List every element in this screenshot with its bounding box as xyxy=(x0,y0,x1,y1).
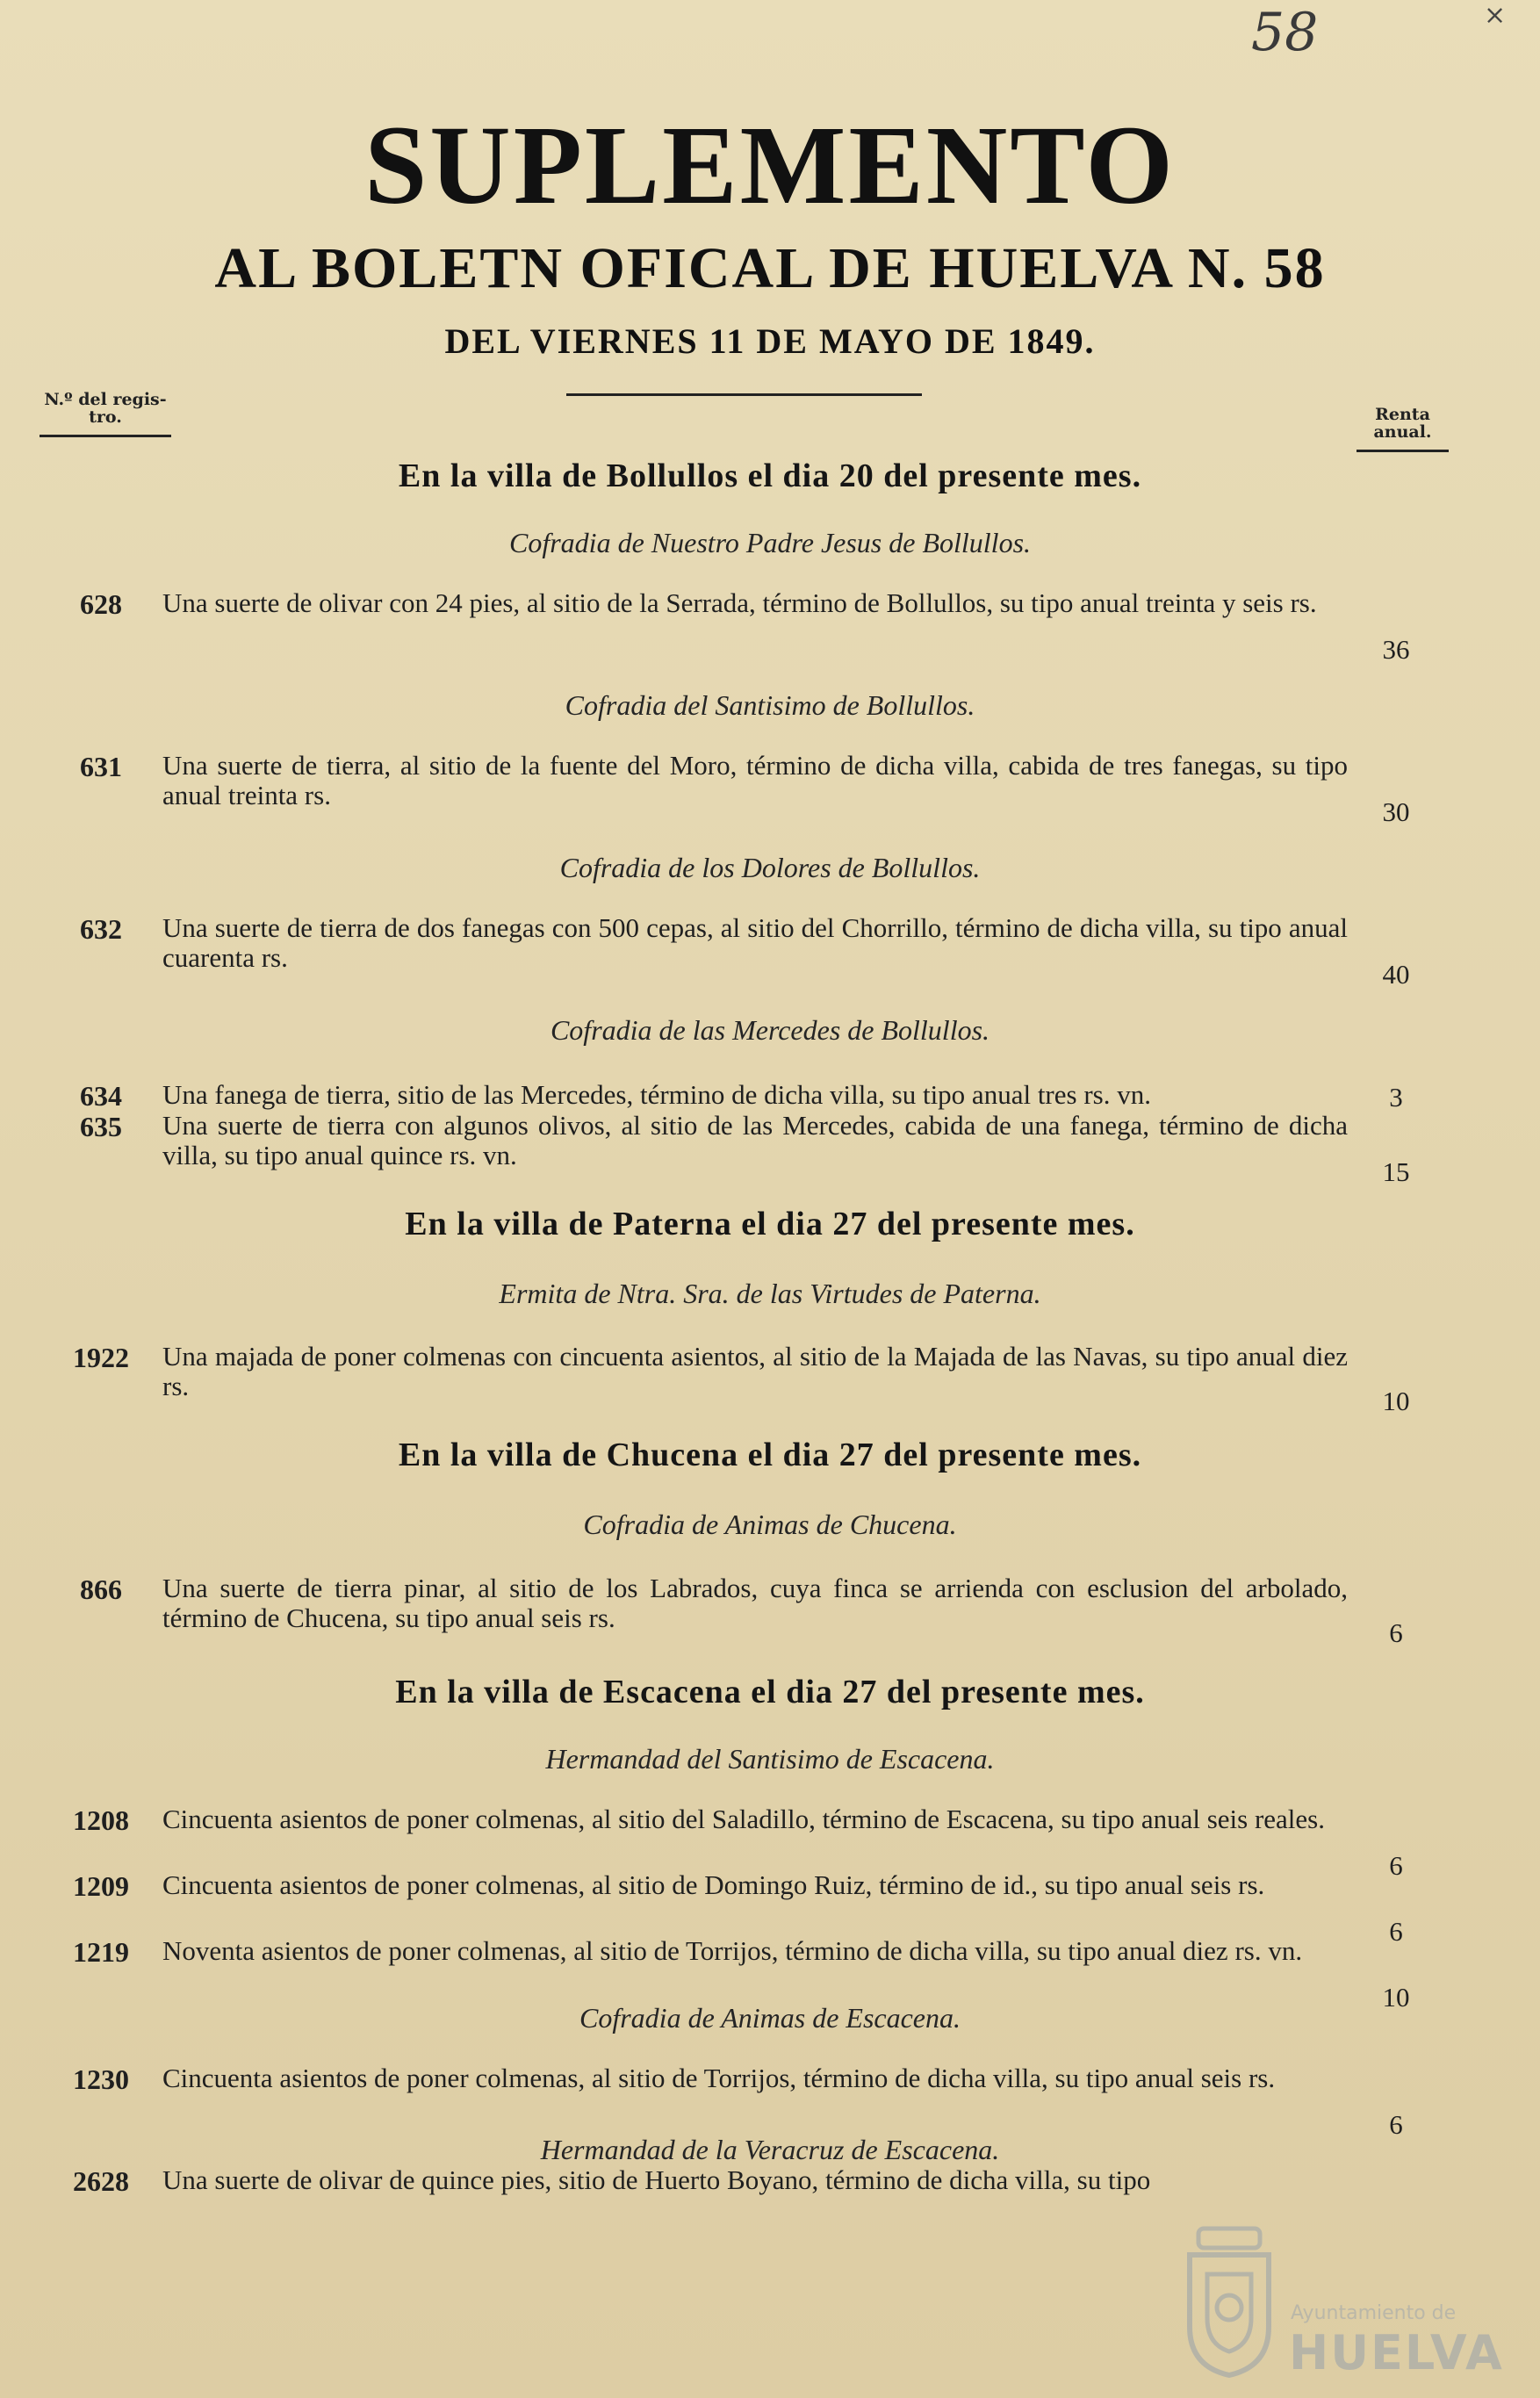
entry-text: Una suerte de tierra con algunos olivos, al sitio de las Mercedes, cabida de una fanega, término de dicha villa, su tipo anual quince rs. vn. xyxy=(162,1110,1348,1170)
subsection-heading: Ermita de Ntra. Sra. de las Virtudes de Paterna. xyxy=(499,1278,1041,1309)
entry-rent: 6 xyxy=(1389,1850,1403,1881)
entry-text: Una fanega de tierra, sitio de las Mercedes, término de dicha villa, su tipo anual tres rs. vn. xyxy=(162,1079,1151,1110)
watermark-line2: HUELVA xyxy=(1289,2325,1504,2380)
entry-number: 1230 xyxy=(73,2063,129,2095)
entry-rent: 10 xyxy=(1382,1386,1410,1416)
subsection-heading: Cofradia de Animas de Chucena. xyxy=(583,1509,957,1540)
entry-number: 635 xyxy=(80,1111,122,1142)
corner-mark: × xyxy=(1484,0,1507,31)
document-title: SUPLEMENTO xyxy=(364,103,1176,227)
entry-number: 628 xyxy=(80,588,122,620)
entry-rent: 6 xyxy=(1389,1617,1403,1648)
entry-rent: 10 xyxy=(1382,1982,1410,2013)
entry-text: Una majada de poner colmenas con cincuenta asientos, al sitio de la Majada de las Navas, su tipo anual diez rs. xyxy=(162,1341,1348,1401)
section-heading-chucena: En la villa de Chucena el dia 27 del presente mes. xyxy=(398,1437,1142,1473)
document-subtitle: AL BOLETN OFICAL DE HUELVA N. 58 xyxy=(214,236,1326,300)
entry-rent: 15 xyxy=(1382,1156,1410,1187)
entry-text: Una suerte de tierra de dos fanegas con 500 cepas, al sitio del Chorrillo, término de dicha villa, su tipo anual cuarenta rs. xyxy=(162,912,1348,973)
entry-number: 632 xyxy=(80,913,122,945)
section-heading-escacena: En la villa de Escacena el dia 27 del presente mes. xyxy=(395,1674,1145,1710)
column-header-rent-line2: anual. xyxy=(1373,422,1432,442)
entry-number: 1219 xyxy=(73,1936,129,1968)
column-header-annual-rent xyxy=(1356,406,1449,452)
entry-text: Cincuenta asientos de poner colmenas, al sitio de Torrijos, término de dicha villa, su tipo anual seis rs. xyxy=(162,2063,1276,2093)
subsection-heading: Cofradia de Nuestro Padre Jesus de Bollullos. xyxy=(508,527,1032,558)
entry-text: Una suerte de olivar de quince pies, sitio de Huerto Boyano, término de dicha villa, su tipo xyxy=(162,2164,1151,2195)
subsection-heading: Cofradia de los Dolores de Bollullos. xyxy=(559,852,981,883)
entry-number: 866 xyxy=(80,1573,122,1605)
section-heading-bollullos: En la villa de Bollullos el dia 20 del presente mes. xyxy=(398,457,1142,494)
entry-rent: 40 xyxy=(1382,959,1410,990)
document-dateline: DEL VIERNES 11 DE MAYO DE 1849. xyxy=(444,321,1096,361)
column-header-registry-number xyxy=(40,391,171,437)
entry-text: Cincuenta asientos de poner colmenas, al sitio de Domingo Ruiz, término de id., su tipo anual seis rs. xyxy=(162,1869,1265,1900)
entry-number: 2628 xyxy=(73,2165,129,2197)
entry-rent: 6 xyxy=(1389,1916,1403,1947)
entry-text: Una suerte de olivar con 24 pies, al sitio de la Serrada, término de Bollullos, su tipo anual treinta y seis rs. xyxy=(162,587,1317,618)
column-header-registry-line1: N.º del regis- xyxy=(44,390,167,409)
subsection-heading: Hermandad de la Veracruz de Escacena. xyxy=(540,2134,1000,2165)
handwritten-page-number: 58 xyxy=(1251,2,1319,63)
entry-text: Cincuenta asientos de poner colmenas, al sitio del Saladillo, término de Escacena, su tipo anual seis reales. xyxy=(162,1804,1325,1834)
entry-number: 631 xyxy=(80,751,122,782)
header-divider xyxy=(566,393,922,396)
entry-rent: 6 xyxy=(1389,2109,1403,2140)
section-heading-paterna: En la villa de Paterna el dia 27 del presente mes. xyxy=(405,1206,1135,1242)
entry-rent: 30 xyxy=(1382,796,1410,827)
subsection-heading: Cofradia del Santisimo de Bollullos. xyxy=(565,689,975,721)
entry-text: Una suerte de tierra pinar, al sitio de los Labrados, cuya finca se arrienda con esclusion del arbolado, término de Chucena, su tipo anual seis rs. xyxy=(162,1573,1348,1633)
entry-number: 1209 xyxy=(73,1870,129,1902)
column-header-rent-line1: Renta xyxy=(1375,405,1430,424)
subsection-heading: Cofradia de las Mercedes de Bollullos. xyxy=(550,1014,990,1046)
entry-text: Noventa asientos de poner colmenas, al sitio de Torrijos, término de dicha villa, su tipo anual diez rs. vn. xyxy=(162,1935,1303,1966)
entry-text: Una suerte de tierra, al sitio de la fuente del Moro, término de dicha villa, cabida de tres fanegas, su tipo anual treinta rs. xyxy=(162,750,1348,810)
subsection-heading: Hermandad del Santisimo de Escacena. xyxy=(545,1743,995,1775)
column-header-registry-line2: tro. xyxy=(89,407,122,427)
entry-rent: 36 xyxy=(1382,634,1410,665)
entry-number: 1922 xyxy=(73,1342,129,1373)
city-seal-icon xyxy=(1177,2222,1282,2380)
entry-number: 634 xyxy=(80,1080,122,1112)
archive-watermark xyxy=(1177,2222,1519,2388)
entry-rent: 3 xyxy=(1389,1082,1403,1113)
watermark-line1: Ayuntamiento de xyxy=(1291,2302,1457,2324)
column-header-rule xyxy=(40,435,171,437)
entry-number: 1208 xyxy=(73,1804,129,1836)
subsection-heading: Cofradia de Animas de Escacena. xyxy=(579,2002,961,2034)
column-header-rule xyxy=(1356,450,1449,452)
